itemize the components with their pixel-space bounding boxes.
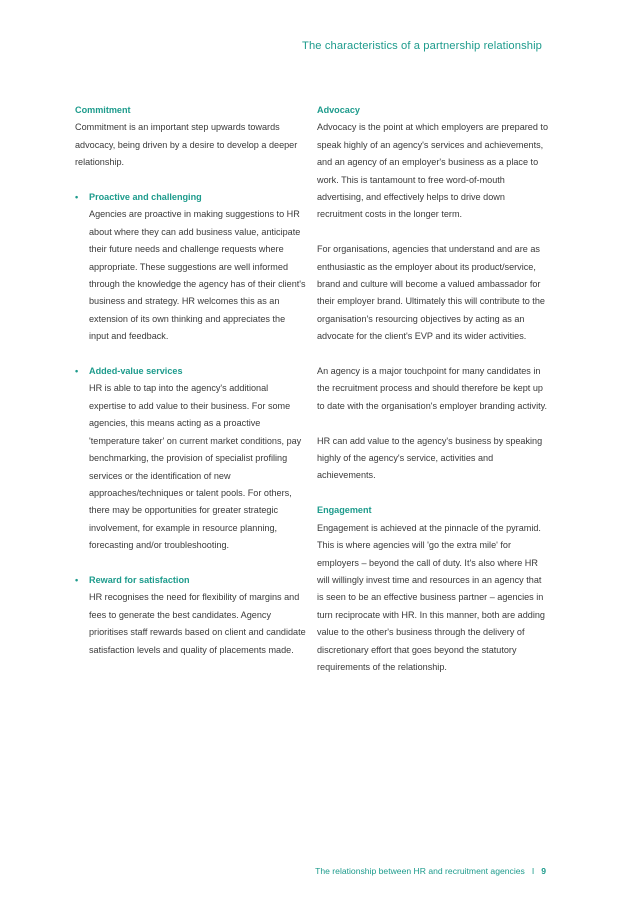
bullet-body: Agencies are proactive in making suggestions to HR about where they can add business value, anticipate their future needs and challenge requests where appropriate. These suggestions are well informed through the knowledge the agency has of their client's business and strategy. HR welcomes this as an extension of its own thinking and appreciates the input and feedback. bbox=[89, 209, 306, 342]
page-footer bbox=[315, 866, 546, 876]
running-header-title: The characteristics of a partnership relationship bbox=[302, 40, 542, 52]
commitment-body: Commitment is an important step upwards towards advocacy, being driven by a desire to develop a deeper relationship. bbox=[75, 122, 298, 168]
bullet-icon: • bbox=[75, 574, 79, 585]
left-column bbox=[75, 102, 307, 659]
bullet-title: Added-value services bbox=[89, 366, 183, 377]
advocacy-paragraph: For organisations, agencies that understand and are as enthusiastic as the employer about its product/service, brand and culture will become a valued ambassador for their employer brand. Ultimately this will contribute to the organisation's resourcing objectives by acting as an advocate for the client's EVP and its wider activities. bbox=[317, 244, 545, 342]
bullet-body: HR is able to tap into the agency's additional expertise to add value to their business. For some agencies, this means acting as a proactive 'temperature taker' on current market conditions, pay benchmarking, the provision of specialist profiling services or the identification of new approaches/techniques or talent pools. For others, there may be opportunities for greater strategic involvement, for example in resource planning, forecasting and/or troubleshooting. bbox=[89, 383, 302, 551]
bullet-title: Proactive and challenging bbox=[89, 192, 202, 203]
engagement-heading: Engagement bbox=[317, 505, 372, 516]
advocacy-heading: Advocacy bbox=[317, 105, 360, 115]
footer-separator: I bbox=[531, 866, 535, 876]
bullet-reward bbox=[75, 572, 307, 659]
bullet-proactive bbox=[75, 189, 307, 346]
advocacy-paragraph: HR can add value to the agency's business by speaking highly of the agency's service, activities and achievements. bbox=[317, 435, 543, 481]
bullet-added-value bbox=[75, 363, 307, 554]
commitment-heading: Commitment bbox=[75, 105, 131, 115]
bullet-body: HR recognises the need for flexibility of margins and fees to generate the best candidates. Agency prioritises staff rewards based on client and candidate satisfaction levels and quality of placements made. bbox=[89, 592, 306, 655]
footer-title: The relationship between HR and recruitment agencies bbox=[315, 866, 525, 876]
right-column bbox=[317, 102, 549, 676]
advocacy-paragraph: Advocacy is the point at which employers are prepared to speak highly of an agency's services and achievements, and an agency of an employer's business as a place to work. This is tantamount to free word-of-mouth advertising, and effectively helps to drive down recruitment costs in the longer term. bbox=[317, 122, 549, 220]
bullet-title: Reward for satisfaction bbox=[89, 574, 190, 585]
page-number: 9 bbox=[541, 866, 546, 876]
advocacy-paragraph: An agency is a major touchpoint for many candidates in the recruitment process and should therefore be kept up to date with the organisation's employer branding activity. bbox=[317, 366, 548, 411]
bullet-icon: • bbox=[75, 192, 79, 203]
bullet-icon: • bbox=[75, 366, 79, 377]
engagement-body: Engagement is achieved at the pinnacle of the pyramid. This is where agencies will 'go the extra mile' for employers – beyond the call of duty. It's also where HR will willingly invest time and resources in an agency that is seen to be an effective business partner – agencies in turn reciprocate with HR. In this manner, both are adding value to the other's business through the delivery of discretionary effort that goes beyond the statutory requirements of the relationship. bbox=[317, 522, 545, 672]
